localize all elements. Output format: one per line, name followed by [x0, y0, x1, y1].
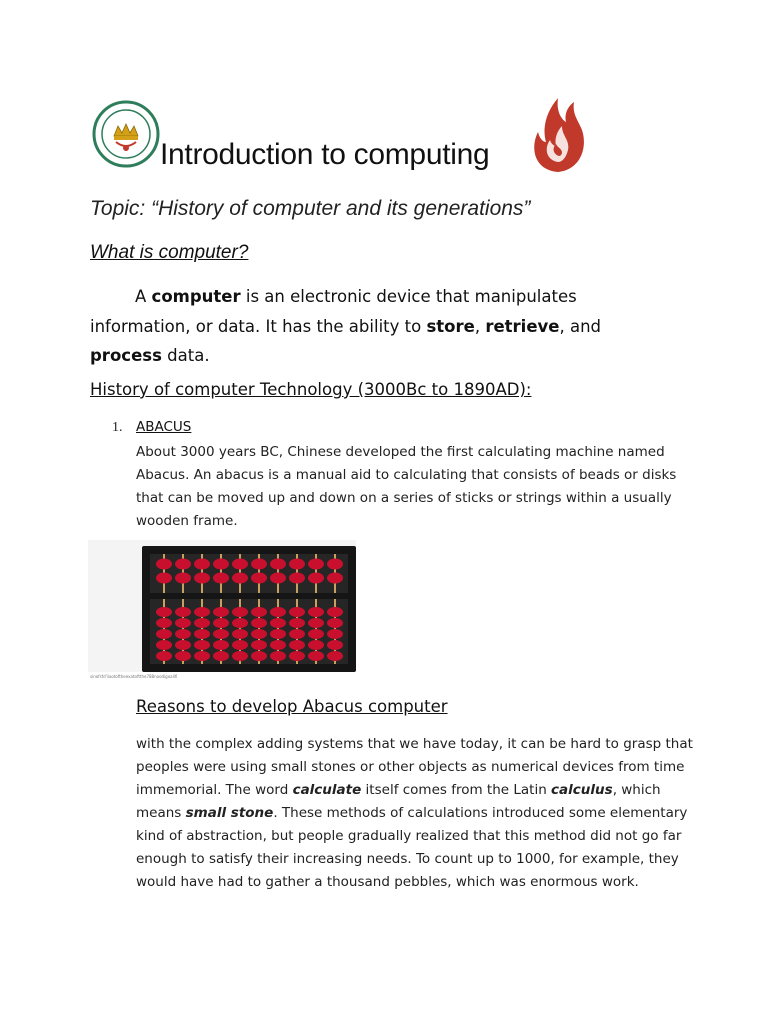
abacus-bead	[175, 640, 191, 650]
reasons-paragraph: with the complex adding systems that we have today, it can be hard to grasp that peoples were using small stones or other objects as numerical devices from time immemorial. The word calculate itself comes from the Latin calculus, which means small stone. These methods of calculations introduced some elementary kind of abstraction, but people gradually realized that this method did not go far enough to satisfy their increasing needs. To count up to 1000, for example, they would have had to gather a thousand pebbles, which was enormous work.	[136, 736, 693, 890]
abacus-bead	[194, 618, 210, 628]
abacus-bead	[232, 618, 248, 628]
abacus-bead	[308, 559, 324, 570]
abacus-bead	[175, 573, 191, 584]
abacus-bead	[156, 651, 172, 661]
abacus-bead	[232, 559, 248, 570]
image-caption: sinofsfd'iiaotoftheexatoftthe788noodigoalifi	[90, 674, 178, 679]
abacus-bead	[194, 640, 210, 650]
abacus-bead	[251, 573, 267, 584]
abacus-bead	[327, 559, 343, 570]
abacus-bead	[289, 618, 305, 628]
abacus-bead	[232, 607, 248, 617]
abacus-bead	[175, 618, 191, 628]
abacus-bead	[270, 559, 286, 570]
abacus-bead	[327, 629, 343, 639]
abacus-bead	[251, 651, 267, 661]
history-heading: History of computer Technology (3000Bc to 1890AD):	[90, 380, 532, 399]
abacus-image	[88, 540, 356, 672]
abacus-bead	[213, 618, 229, 628]
abacus-bead	[251, 640, 267, 650]
abacus-bead	[156, 573, 172, 584]
abacus-bead	[270, 573, 286, 584]
abacus-bead	[251, 629, 267, 639]
document-title: Introduction to computing	[160, 138, 490, 171]
abacus-bead	[156, 618, 172, 628]
abacus-bead	[251, 559, 267, 570]
abacus-bead	[156, 640, 172, 650]
abacus-bead	[327, 573, 343, 584]
abacus-bead	[289, 559, 305, 570]
abacus-bead	[270, 607, 286, 617]
abacus-bead	[308, 640, 324, 650]
abacus-bead	[251, 607, 267, 617]
abacus-bead	[156, 559, 172, 570]
abacus-description: About 3000 years BC, Chinese developed the first calculating machine named Abacus. An abacus is a manual aid to calculating that consists of beads or disks that can be moved up and down on a series of sticks or strings within a usually wooden frame.	[136, 444, 677, 529]
reasons-heading: Reasons to develop Abacus computer	[136, 697, 448, 716]
what-is-heading: What is computer?	[90, 242, 249, 263]
abacus-bead	[308, 607, 324, 617]
abacus-bead	[194, 607, 210, 617]
abacus-bead	[327, 651, 343, 661]
abacus-bead	[156, 607, 172, 617]
abacus-bead	[232, 573, 248, 584]
abacus-bead	[175, 629, 191, 639]
abacus-bead	[289, 573, 305, 584]
abacus-bead	[251, 618, 267, 628]
abacus-bead	[213, 559, 229, 570]
abacus-bead	[289, 607, 305, 617]
abacus-bead	[289, 640, 305, 650]
abacus-bead	[194, 559, 210, 570]
list-number: 1.	[112, 420, 123, 435]
abacus-bead	[308, 651, 324, 661]
abacus-bead	[213, 607, 229, 617]
abacus-bead	[175, 607, 191, 617]
definition-paragraph: A computer is an electronic device that manipulates information, or data. It has the ability to store, retrieve, and process data.	[90, 287, 602, 365]
abacus-bead	[213, 629, 229, 639]
abacus-bead	[175, 559, 191, 570]
abacus-bead	[213, 640, 229, 650]
abacus-bead	[213, 651, 229, 661]
abacus-bead	[232, 651, 248, 661]
abacus-bead	[289, 651, 305, 661]
abacus-label: ABACUS	[136, 419, 192, 435]
abacus-bead	[308, 573, 324, 584]
college-seal-logo	[92, 100, 160, 168]
flame-logo	[528, 92, 588, 174]
abacus-bead	[327, 640, 343, 650]
abacus-bead	[308, 618, 324, 628]
abacus-bead	[232, 629, 248, 639]
abacus-bead	[156, 629, 172, 639]
abacus-bead	[289, 629, 305, 639]
abacus-bead	[194, 651, 210, 661]
abacus-bead	[213, 573, 229, 584]
abacus-bead	[270, 640, 286, 650]
abacus-bead	[194, 629, 210, 639]
abacus-bead	[327, 618, 343, 628]
abacus-bead	[175, 651, 191, 661]
abacus-bead	[327, 607, 343, 617]
abacus-bead	[270, 618, 286, 628]
abacus-bead	[308, 629, 324, 639]
abacus-bead	[194, 573, 210, 584]
topic-line: Topic: “History of computer and its generations”	[90, 197, 531, 220]
abacus-bead	[232, 640, 248, 650]
abacus-bead	[270, 629, 286, 639]
abacus-bead	[270, 651, 286, 661]
